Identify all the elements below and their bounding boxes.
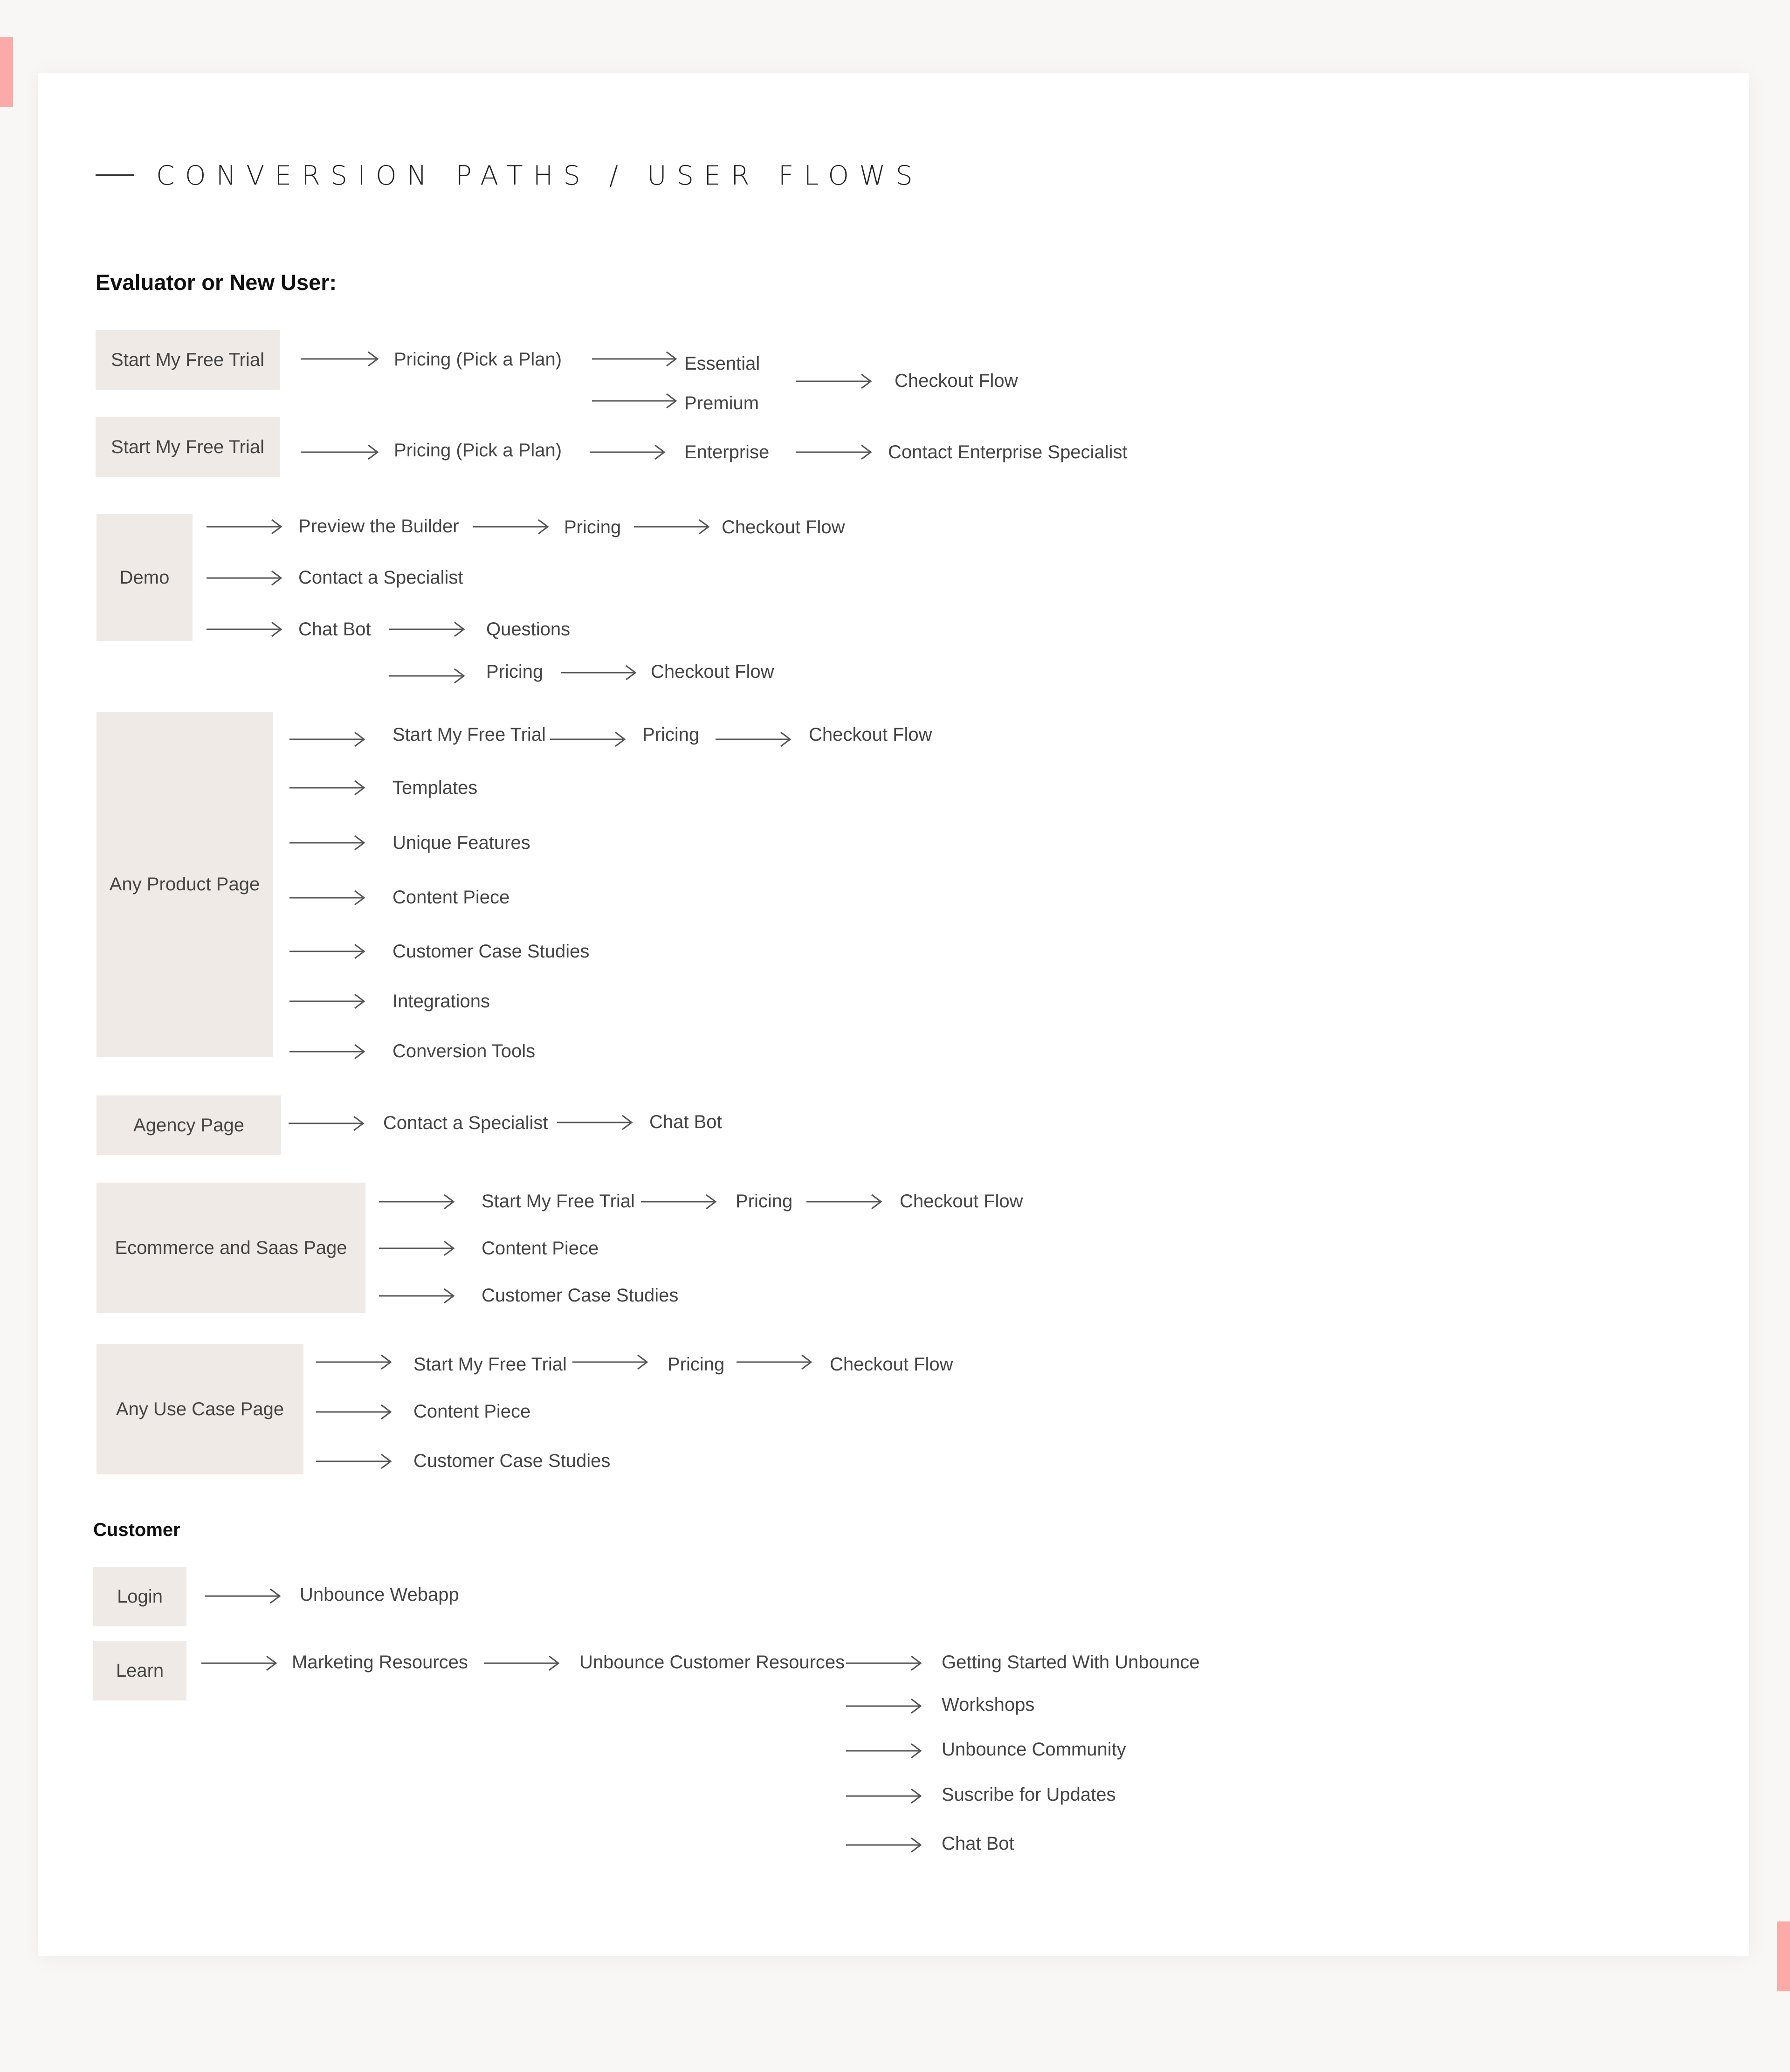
node-premium: Premium — [684, 393, 759, 413]
accent-bar-top-left — [0, 37, 13, 107]
node-checkout-flow: Checkout Flow — [900, 1191, 1023, 1212]
page-title: CONVERSION PATHS / USER FLOWS — [156, 160, 923, 191]
node-any-use-case-page: Any Use Case Page — [96, 1344, 303, 1474]
node-agency-page: Agency Page — [96, 1095, 281, 1155]
node-contact-specialist: Contact a Specialist — [383, 1113, 548, 1133]
node-pricing: Pricing — [642, 724, 700, 745]
node-pricing: Pricing — [564, 517, 621, 537]
node-start-free-trial: Start My Free Trial — [96, 330, 280, 390]
node-start-free-trial: Start My Free Trial — [96, 417, 280, 477]
node-getting-started: Getting Started With Unbounce — [942, 1652, 1200, 1673]
node-customer-case-studies: Customer Case Studies — [413, 1451, 611, 1471]
node-questions: Questions — [486, 619, 571, 640]
node-pricing: Pricing — [736, 1191, 793, 1212]
node-pricing-pick-plan: Pricing (Pick a Plan) — [394, 349, 562, 370]
node-marketing-resources: Marketing Resources — [292, 1652, 468, 1673]
content-card — [38, 73, 1749, 1956]
section-heading-customer: Customer — [93, 1520, 180, 1540]
node-ecommerce-saas-page: Ecommerce and Saas Page — [96, 1183, 365, 1313]
node-pricing: Pricing — [668, 1354, 725, 1375]
node-content-piece: Content Piece — [413, 1401, 531, 1422]
node-unbounce-customer-resources: Unbounce Customer Resources — [579, 1652, 845, 1673]
node-unique-features: Unique Features — [392, 833, 530, 853]
node-unbounce-community: Unbounce Community — [942, 1739, 1126, 1760]
node-content-piece: Content Piece — [392, 887, 510, 908]
node-enterprise: Enterprise — [684, 442, 770, 462]
node-contact-enterprise-specialist: Contact Enterprise Specialist — [888, 442, 1128, 462]
accent-bar-bottom-right — [1777, 1921, 1790, 1991]
node-customer-case-studies: Customer Case Studies — [482, 1285, 679, 1306]
node-any-product-page: Any Product Page — [96, 712, 273, 1057]
node-unbounce-webapp: Unbounce Webapp — [300, 1584, 459, 1605]
node-pricing-pick-plan: Pricing (Pick a Plan) — [394, 440, 562, 461]
section-heading-evaluator: Evaluator or New User: — [96, 270, 337, 295]
node-contact-specialist: Contact a Specialist — [298, 567, 463, 588]
node-learn: Learn — [93, 1641, 186, 1700]
node-essential: Essential — [684, 353, 760, 374]
node-content-piece: Content Piece — [482, 1238, 599, 1259]
node-checkout-flow: Checkout Flow — [809, 724, 932, 745]
node-demo: Demo — [96, 514, 193, 641]
node-templates: Templates — [392, 778, 478, 798]
node-preview-builder: Preview the Builder — [298, 516, 459, 537]
node-start-free-trial: Start My Free Trial — [413, 1354, 567, 1375]
node-subscribe-updates: Suscribe for Updates — [942, 1784, 1116, 1805]
node-customer-case-studies: Customer Case Studies — [392, 941, 590, 962]
node-checkout-flow: Checkout Flow — [830, 1354, 953, 1375]
node-checkout-flow: Checkout Flow — [722, 517, 845, 537]
node-start-free-trial: Start My Free Trial — [392, 724, 546, 745]
node-login: Login — [93, 1567, 186, 1626]
node-checkout-flow: Checkout Flow — [895, 371, 1018, 391]
node-start-free-trial: Start My Free Trial — [482, 1191, 635, 1212]
node-workshops: Workshops — [942, 1694, 1035, 1715]
node-chat-bot: Chat Bot — [942, 1833, 1014, 1854]
node-pricing: Pricing — [486, 661, 544, 682]
node-integrations: Integrations — [392, 991, 490, 1012]
node-chat-bot: Chat Bot — [298, 619, 371, 640]
title-dash — [96, 174, 134, 176]
node-checkout-flow: Checkout Flow — [651, 661, 774, 682]
node-conversion-tools: Conversion Tools — [392, 1041, 536, 1061]
node-chat-bot: Chat Bot — [649, 1112, 722, 1132]
